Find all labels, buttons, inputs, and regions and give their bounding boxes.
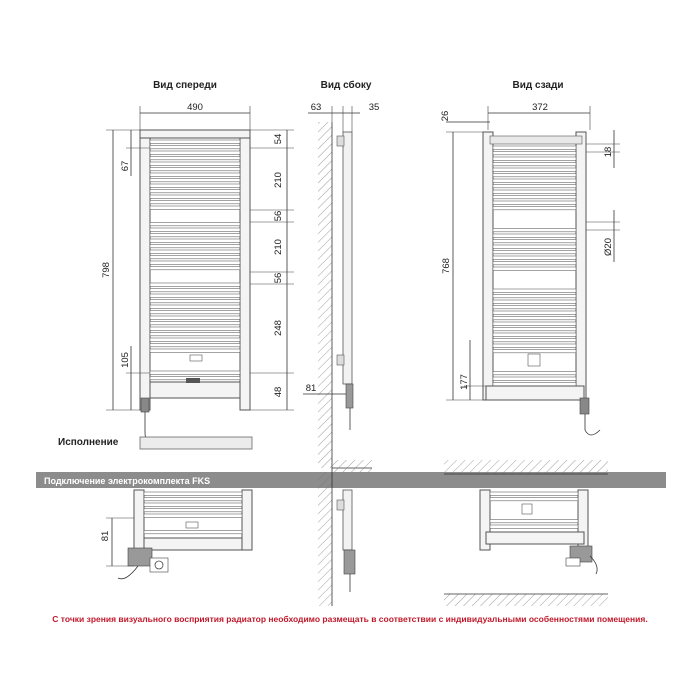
front-seg6-dim: 248: [273, 320, 284, 336]
front-seg1-dim: 54: [273, 133, 284, 145]
radiator-tube: [493, 174, 576, 177]
radiator-tube: [150, 173, 240, 176]
radiator-tube: [150, 179, 240, 182]
radiator-tube: [493, 289, 576, 292]
front-seg7-dim: 48: [273, 386, 284, 398]
front-height-dim: 798: [101, 262, 112, 278]
radiator-tube: [150, 349, 240, 352]
radiator-tube: [150, 195, 240, 198]
radiator-tube: [493, 295, 576, 298]
front-bottom-offset-dim: 105: [120, 352, 131, 368]
radiator-tube: [150, 151, 240, 154]
footer-note: С точки зрения визуального восприятия радиатор необходимо размещать в соответствии с индивидуальными особенностями помещения.: [52, 614, 648, 624]
radiator-tube: [493, 251, 576, 254]
radiator-tube: [493, 245, 576, 248]
fks-front-view: [100, 490, 252, 579]
back-bracket-gap-dim: 18: [603, 146, 614, 158]
radiator-tube: [150, 305, 240, 308]
side-view: [303, 102, 379, 476]
radiator-tube: [150, 327, 240, 330]
radiator-tube: [493, 157, 576, 160]
radiator-tube: [150, 261, 240, 264]
radiator-tube: [150, 311, 240, 314]
back-width-dim: 372: [532, 102, 548, 113]
radiator-tube: [493, 322, 576, 325]
front-seg4-dim: 210: [273, 239, 284, 255]
radiator-tube: [493, 229, 576, 232]
front-tubes: [150, 140, 240, 380]
radiator-tube: [150, 201, 240, 204]
variant-label: Исполнение: [58, 437, 119, 448]
radiator-tube: [493, 234, 576, 237]
radiator-tube: [493, 163, 576, 166]
radiator-tube: [493, 256, 576, 259]
radiator-tube: [493, 311, 576, 314]
radiator-tube: [493, 185, 576, 188]
radiator-tube: [144, 492, 242, 495]
radiator-tube: [493, 317, 576, 320]
radiator-tube: [490, 498, 578, 501]
radiator-tube: [144, 509, 242, 512]
radiator-tube: [150, 289, 240, 292]
radiator-tube: [493, 306, 576, 309]
radiator-tube: [493, 333, 576, 336]
radiator-tube: [493, 201, 576, 204]
radiator-tube: [493, 344, 576, 347]
radiator-tube: [150, 283, 240, 286]
radiator-tube: [150, 322, 240, 325]
radiator-tube: [493, 267, 576, 270]
front-seg5-dim: 56: [273, 272, 284, 284]
radiator-tube: [144, 503, 242, 506]
radiator-tube: [150, 228, 240, 231]
radiator-tube: [150, 190, 240, 193]
radiator-tube: [493, 152, 576, 155]
radiator-tube: [490, 525, 578, 528]
radiator-tube: [493, 300, 576, 303]
radiator-tube: [493, 328, 576, 331]
radiator-tube: [493, 190, 576, 193]
radiator-tube: [490, 492, 578, 495]
back-top-offset-dim: 26: [440, 110, 451, 122]
fks-height-dim: 81: [100, 530, 111, 542]
radiator-tube: [150, 140, 240, 143]
radiator-tube: [150, 294, 240, 297]
side-depth-dim: 35: [368, 102, 380, 113]
radiator-tube: [150, 344, 240, 347]
radiator-tube: [150, 371, 240, 374]
radiator-tube: [144, 531, 242, 534]
radiator-tube: [490, 520, 578, 523]
back-tubes: [493, 146, 576, 386]
front-seg3-dim: 56: [273, 210, 284, 222]
back-pipe-diameter-dim: Ø20: [603, 238, 614, 256]
radiator-tube: [150, 168, 240, 171]
radiator-tube: [493, 383, 576, 386]
radiator-tube: [150, 250, 240, 253]
fks-band-label: Подключение электрокомплекта FKS: [44, 476, 211, 486]
radiator-tube: [150, 184, 240, 187]
radiator-tube: [150, 256, 240, 259]
radiator-tube: [150, 162, 240, 165]
radiator-tube: [493, 146, 576, 149]
radiator-tube: [150, 267, 240, 270]
radiator-tube: [150, 146, 240, 149]
radiator-tube: [150, 239, 240, 242]
radiator-tube: [150, 223, 240, 226]
front-view: [101, 102, 294, 441]
back-height-dim: 768: [441, 258, 452, 274]
radiator-tube: [150, 333, 240, 336]
back-view-title: Вид сзади: [512, 80, 564, 91]
front-top-offset-dim: 67: [120, 160, 131, 172]
front-view-title: Вид спереди: [153, 80, 217, 91]
radiator-tube: [150, 157, 240, 160]
radiator-tube: [493, 168, 576, 171]
radiator-tube: [150, 206, 240, 209]
radiator-tube: [150, 234, 240, 237]
side-wall-depth-dim: 63: [310, 102, 322, 113]
radiator-tube: [493, 207, 576, 210]
radiator-tube: [150, 338, 240, 341]
side-connection-dim: 81: [305, 383, 317, 394]
radiator-tube: [493, 262, 576, 265]
radiator-tube: [150, 300, 240, 303]
radiator-tube: [150, 316, 240, 319]
radiator-tube: [144, 514, 242, 517]
back-bottom-offset-dim: 177: [459, 374, 470, 390]
radiator-tube: [493, 179, 576, 182]
radiator-tube: [150, 245, 240, 248]
radiator-tube: [493, 339, 576, 342]
radiator-tube: [493, 377, 576, 380]
front-width-dim: 490: [187, 102, 203, 113]
radiator-tube: [493, 196, 576, 199]
radiator-tube: [493, 240, 576, 243]
radiator-tube: [493, 372, 576, 375]
radiator-tube: [144, 498, 242, 501]
variant-swatch: [140, 437, 252, 449]
radiator-tube: [493, 350, 576, 353]
back-view: [440, 102, 620, 435]
side-view-title: Вид сбоку: [320, 80, 372, 91]
front-seg2-dim: 210: [273, 172, 284, 188]
